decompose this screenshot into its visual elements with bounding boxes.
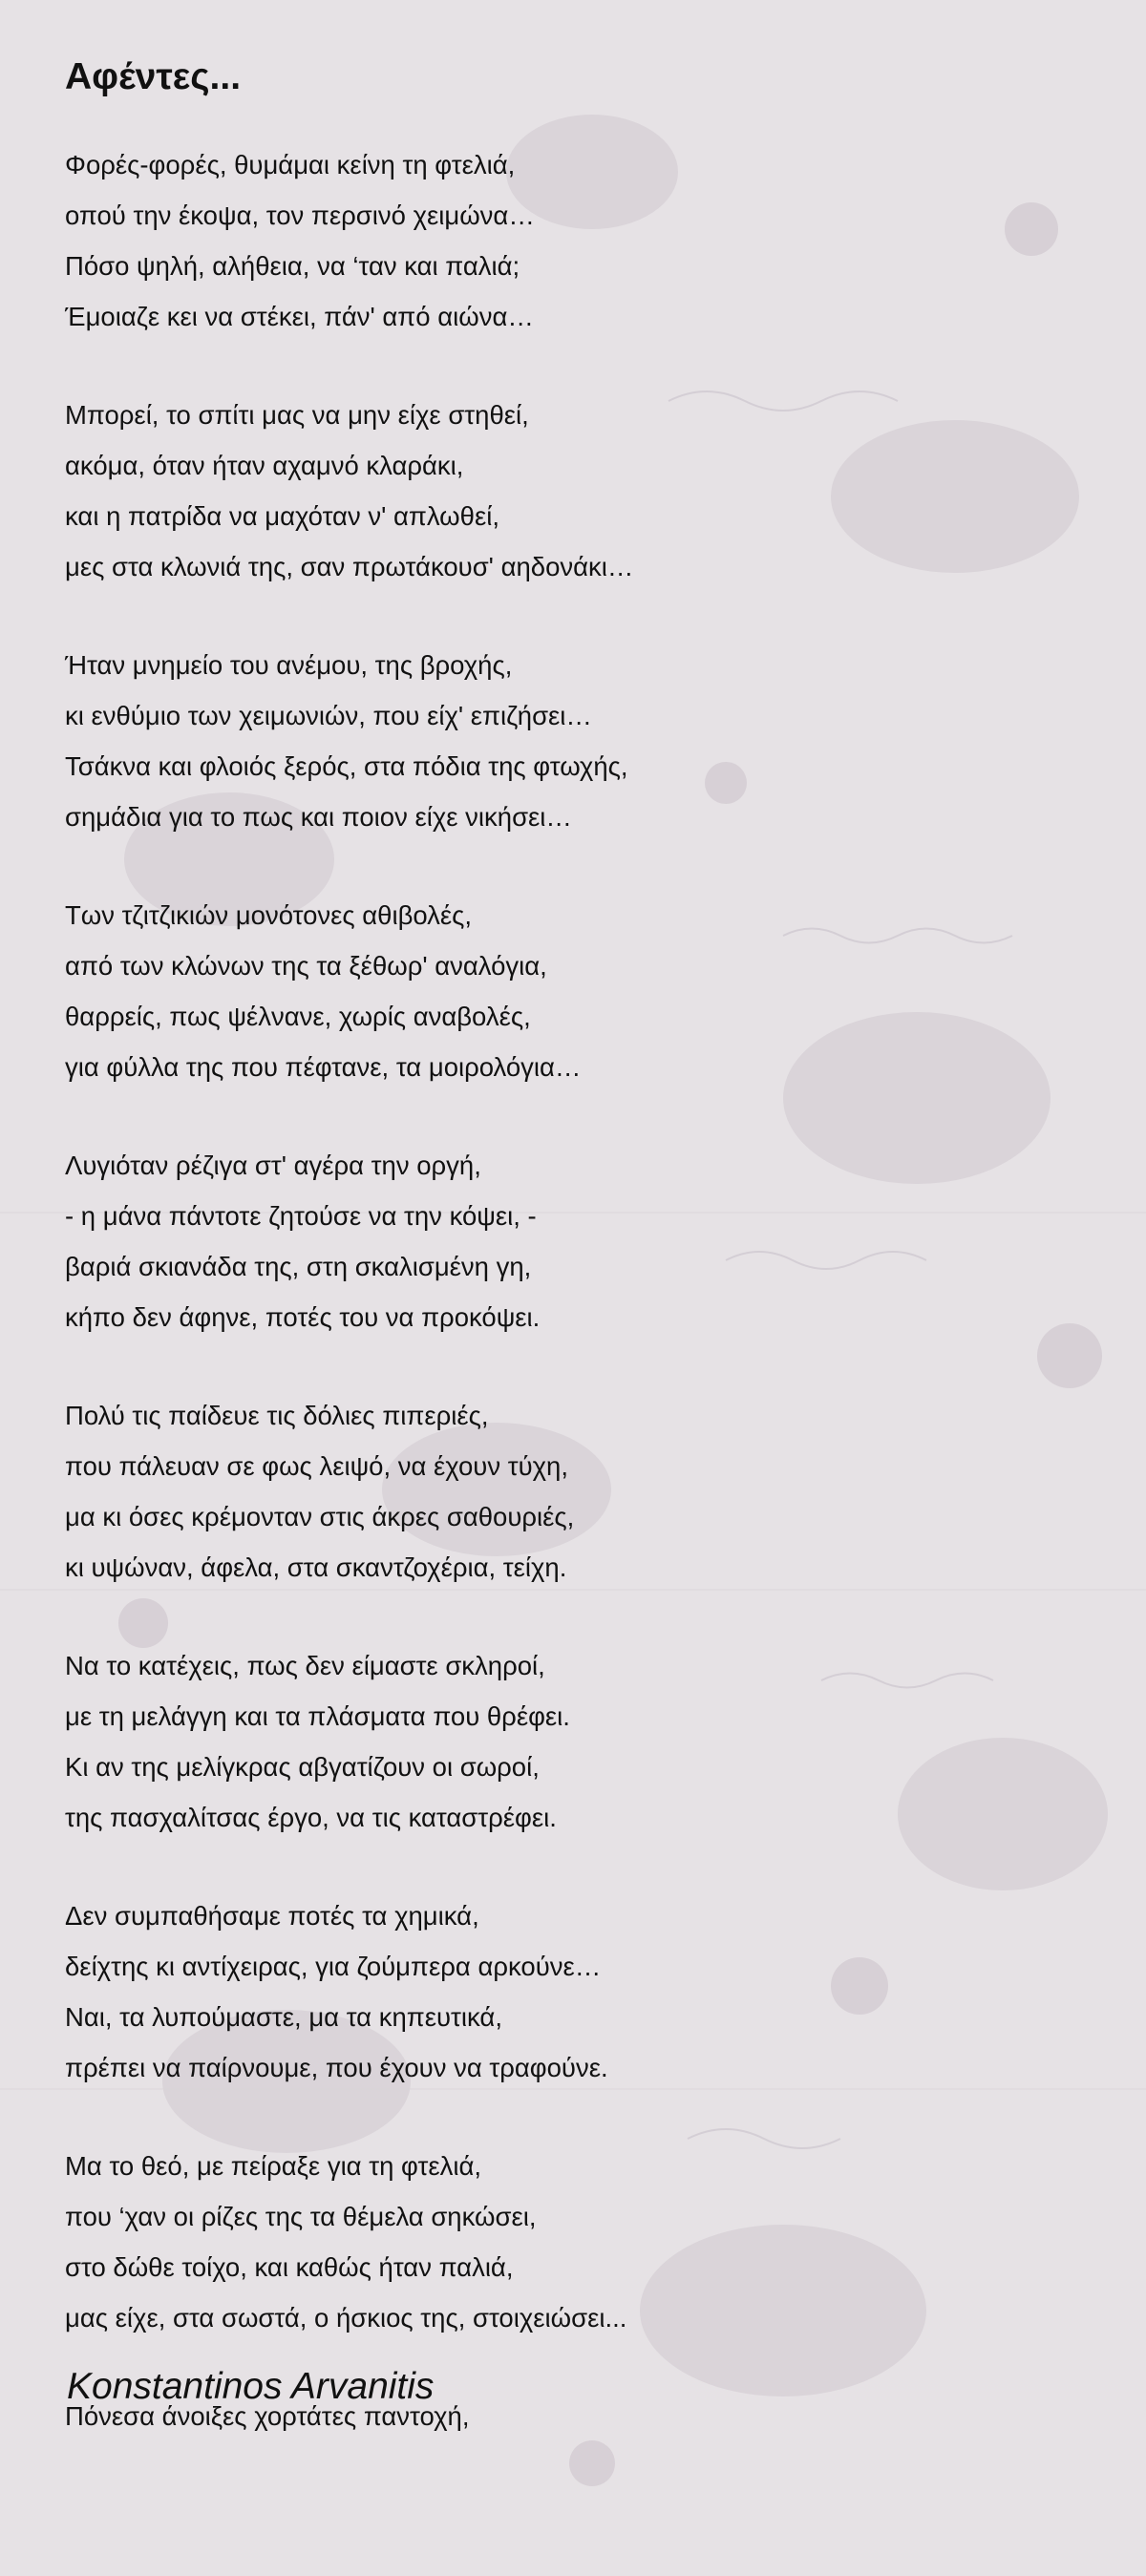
poem-line: Να το κατέχεις, πως δεν είμαστε σκληροί, xyxy=(65,1651,545,1680)
poem-line: Μα το θεό, με πείραξε για τη φτελιά, xyxy=(65,2151,481,2181)
poem-line: στο δώθε τοίχο, και καθώς ήταν παλιά, xyxy=(65,2252,514,2282)
poem-line: Πολύ τις παίδευε τις δόλιες πιπεριές, xyxy=(65,1401,489,1430)
poem-line: οπού την έκοψα, τον περσινό χειμώνα… xyxy=(65,201,535,230)
poem-line: Φορές-φορές, θυμάμαι κείνη τη φτελιά, xyxy=(65,150,516,179)
poem-line: πρέπει να παίρνουμε, που έχουν να τραφούνε. xyxy=(65,2053,608,2082)
poem-line: Έμοιαζε κει να στέκει, πάν' από αιώνα… xyxy=(65,302,534,331)
stanza xyxy=(65,390,1096,592)
poem-line: κήπο δεν άφηνε, ποτές του να προκόψει. xyxy=(65,1302,541,1332)
poem-line: κι υψώναν, άφελα, στα σκαντζοχέρια, τείχη. xyxy=(65,1552,567,1582)
poem-line: Πόνεσα άνοιξες χορτάτες παντοχή, xyxy=(65,2401,470,2431)
stanza xyxy=(65,890,1096,1092)
poem-author: Konstantinos Arvanitis xyxy=(67,2366,435,2407)
poem-line: από των κλώνων της τα ξέθωρ' αναλόγια, xyxy=(65,951,547,981)
poem-line: με τη μελάγγη και τα πλάσματα που θρέφει. xyxy=(65,1701,570,1731)
stanza xyxy=(65,139,1096,342)
poem-line: μας είχε, στα σωστά, ο ήσκιος της, στοιχειώσει... xyxy=(65,2303,627,2333)
poem-line: βαριά σκιανάδα της, στη σκαλισμένη γη, xyxy=(65,1252,532,1281)
poem-line: Ναι, τα λυπούμαστε, μα τα κηπευτικά, xyxy=(65,2002,502,2032)
poem-line: - η μάνα πάντοτε ζητούσε να την κόψει, - xyxy=(65,1201,537,1231)
poem-content xyxy=(65,50,1096,2441)
poem-line: Μπορεί, το σπίτι μας να μην είχε στηθεί, xyxy=(65,400,529,430)
stanza xyxy=(65,1390,1096,1593)
poem-line: μες στα κλωνιά της, σαν πρωτάκουσ' αηδονάκι… xyxy=(65,552,634,581)
poem-line: Κι αν της μελίγκρας αβγατίζουν οι σωροί, xyxy=(65,1752,540,1782)
poem-line: σημάδια για το πως και ποιον είχε νικήσει… xyxy=(65,802,572,832)
poem-line: Των τζιτζικιών μονότονες αθιβολές, xyxy=(65,900,473,930)
poem-line: Δεν συμπαθήσαμε ποτές τα χημικά, xyxy=(65,1901,479,1931)
stanza xyxy=(65,640,1096,842)
poem-line: που ‘χαν οι ρίζες της τα θέμελα σηκώσει, xyxy=(65,2202,537,2231)
poem-line: Λυγιόταν ρέζιγα στ' αγέρα την οργή, xyxy=(65,1151,481,1180)
poem-line: μα κι όσες κρέμονταν στις άκρες σαθουριές, xyxy=(65,1502,575,1531)
poem-line: ακόμα, όταν ήταν αχαμνό κλαράκι, xyxy=(65,451,464,480)
poem-line: και η πατρίδα να μαχόταν ν' απλωθεί, xyxy=(65,501,499,531)
poem-line: της πασχαλίτσας έργο, να τις καταστρέφει. xyxy=(65,1803,557,1832)
poem-line: για φύλλα της που πέφτανε, τα μοιρολόγια… xyxy=(65,1052,582,1082)
poem-line: κι ενθύμιο των χειμωνιών, που είχ' επιζήσει… xyxy=(65,701,592,730)
poem-line: Ήταν μνημείο του ανέμου, της βροχής, xyxy=(65,650,513,680)
stanza xyxy=(65,1890,1096,2093)
poem-line: που πάλευαν σε φως λειψό, να έχουν τύχη, xyxy=(65,1451,568,1481)
poem-title: Αφέντες... xyxy=(65,56,242,97)
stanza xyxy=(65,2141,1096,2343)
poem-line: Πόσο ψηλή, αλήθεια, να ‘ταν και παλιά; xyxy=(65,251,520,281)
stanza xyxy=(65,1640,1096,1843)
poem-line: θαρρείς, πως ψέλνανε, χωρίς αναβολές, xyxy=(65,1002,531,1031)
poem-line: δείχτης κι αντίχειρας, για ζούμπερα αρκούνε… xyxy=(65,1952,602,1981)
poem-body xyxy=(65,139,1096,2441)
poem-line: Τσάκνα και φλοιός ξερός, στα πόδια της φτωχής, xyxy=(65,751,628,781)
stanza xyxy=(65,1140,1096,1342)
